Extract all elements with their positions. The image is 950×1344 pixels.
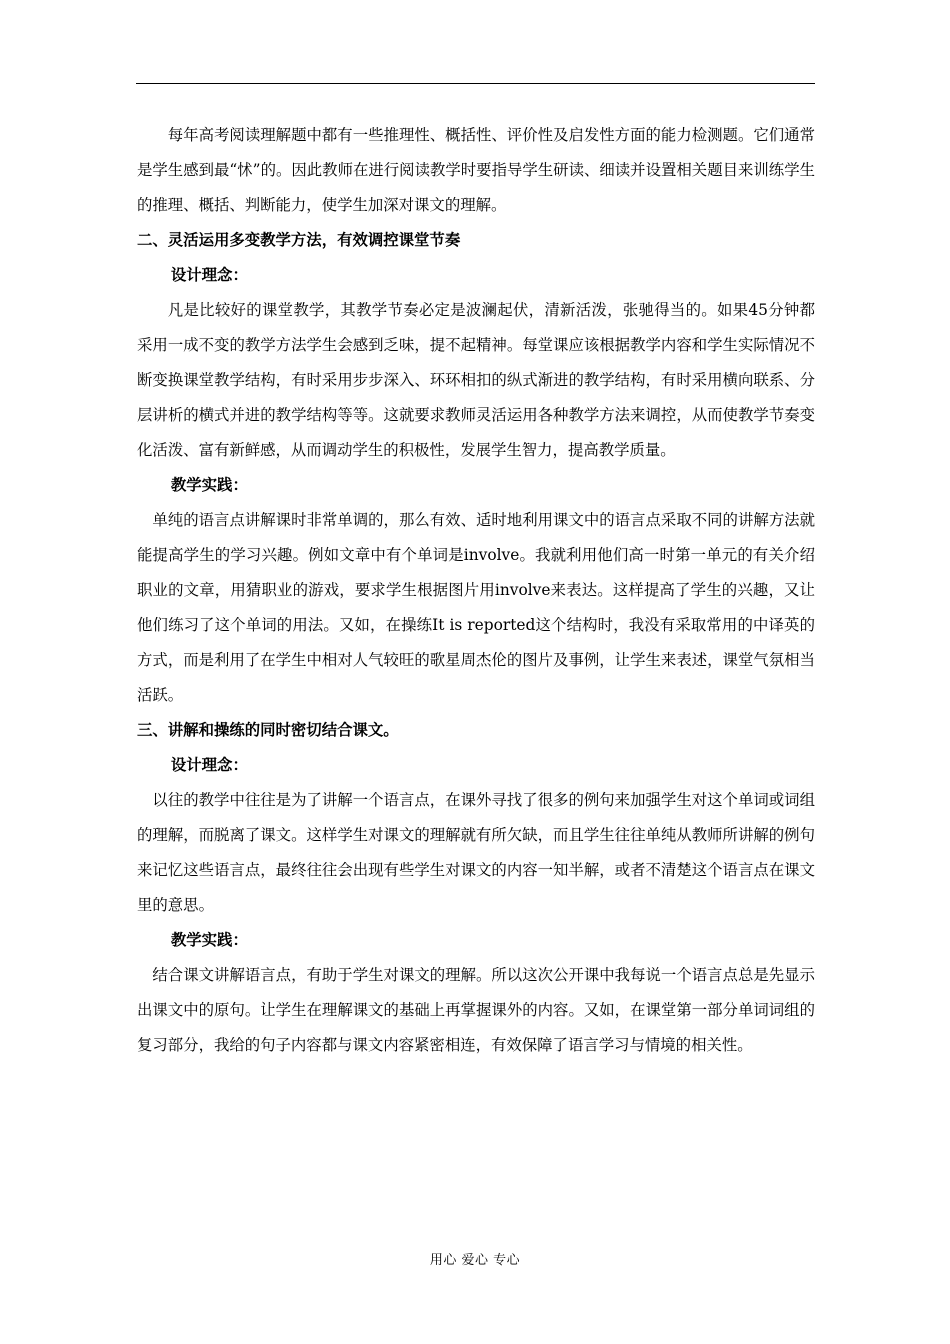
subheading-teaching-practice-3: 教学实践： — [170, 931, 248, 949]
page-footer: 用心 爱心 专心 — [429, 1253, 521, 1268]
subheading-design-concept-2: 设计理念： — [170, 266, 248, 284]
paragraph-design-concept-2: 凡是比较好的课堂教学，其教学节奏必定是波澜起伏，清新活泼，张驰得当的。如果45分钟都采用一成不变的教学方法学生会感到乏味，提不起精神。每堂课应该根据教学内容和学生实际情况不断变换课堂教学结构，有时采用步步深入、环环相扣的纵式渐进的教学结构，有时采用横向联系、分层讲析的横式并进的教学结构等等。这就要求教师灵活运用各种教学方法来调控，从而使教学节奏变化活泼、富有新鲜感，从而调动学生的积极性，发展学生智力，提高教学质量。 — [137, 301, 815, 459]
document-body — [137, 118, 815, 1063]
section-heading-2: 二、灵活运用多变教学方法，有效调控课堂节奏 — [137, 231, 461, 249]
paragraph-teaching-practice-2: 单纯的语言点讲解课时非常单调的，那么有效、适时地利用课文中的语言点采取不同的讲解方法就能提高学生的学习兴趣。例如文章中有个单词是involve。我就利用他们高一时第一单元的有关介绍职业的文章，用猜职业的游戏，要求学生根据图片用involve来表达。这样提高了学生的兴趣，又让他们练习了这个单词的用法。又如，在操练It is reported这个结构时，我没有采取常用的中译英的方式，而是利用了在学生中相对人气较旺的歌星周杰伦的图片及事例，让学生来表述，课堂气氛相当活跃。 — [137, 511, 815, 704]
paragraph-reading-comprehension: 每年高考阅读理解题中都有一些推理性、概括性、评价性及启发性方面的能力检测题。它们通常是学生感到最“怵”的。因此教师在进行阅读教学时要指导学生研读、细读并设置相关题目来训练学生的推理、概括、判断能力，使学生加深对课文的理解。 — [137, 126, 815, 214]
paragraph-teaching-practice-3: 结合课文讲解语言点，有助于学生对课文的理解。所以这次公开课中我每说一个语言点总是先显示出课文中的原句。让学生在理解课文的基础上再掌握课外的内容。又如，在课堂第一部分单词词组的复习部分，我给的句子内容都与课文内容紧密相连，有效保障了语言学习与情境的相关性。 — [137, 966, 815, 1054]
paragraph-design-concept-3: 以往的教学中往往是为了讲解一个语言点，在课外寻找了很多的例句来加强学生对这个单词或词组的理解，而脱离了课文。这样学生对课文的理解就有所欠缺，而且学生往往单纯从教师所讲解的例句来记忆这些语言点，最终往往会出现有些学生对课文的内容一知半解，或者不清楚这个语言点在课文里的意思。 — [137, 791, 815, 914]
subheading-teaching-practice-2: 教学实践： — [170, 476, 248, 494]
subheading-design-concept-3: 设计理念： — [170, 756, 248, 774]
header-rule — [136, 83, 815, 84]
section-heading-3: 三、讲解和操练的同时密切结合课文。 — [137, 721, 399, 739]
